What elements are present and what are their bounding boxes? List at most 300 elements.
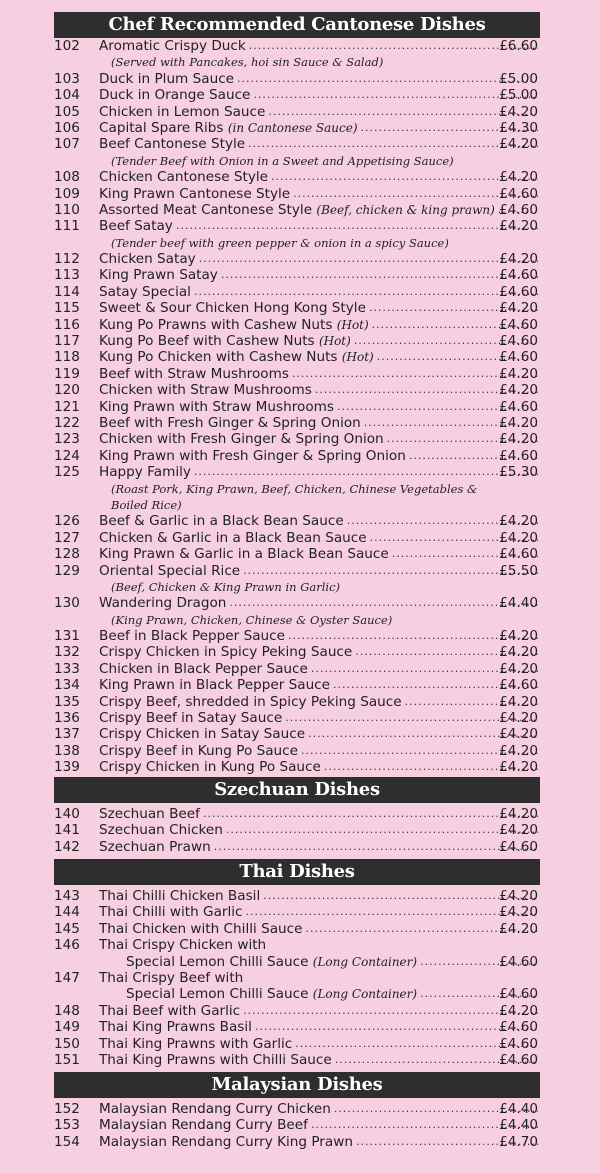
dot-leader [176, 218, 538, 234]
item-number: 112 [54, 251, 80, 268]
menu-item[interactable] [0, 743, 600, 759]
item-name [99, 104, 265, 120]
menu-item[interactable] [0, 954, 600, 970]
item-line [99, 399, 538, 415]
item-name-text: King Prawn & Garlic in a Black Bean Sauce [99, 546, 389, 563]
item-name [99, 530, 367, 546]
item-number: 126 [54, 513, 80, 530]
dot-leader [221, 267, 538, 283]
section-items [0, 1101, 600, 1150]
menu-item[interactable] [0, 595, 600, 611]
item-name-text: Thai Chilli with Garlic [99, 904, 243, 921]
item-name [99, 888, 260, 904]
item-name [99, 1019, 252, 1035]
dish-description: (Tender Beef with Onion in a Sweet and Appetising Sauce) [111, 153, 454, 168]
item-line [99, 349, 538, 365]
item-name-text: Chicken Cantonese Style [99, 169, 269, 186]
item-line [99, 1134, 538, 1150]
item-price: £4.20 [499, 251, 538, 268]
menu-item[interactable] [0, 87, 600, 103]
item-line [99, 415, 538, 431]
item-name-text: Thai King Prawns Basil [99, 1019, 252, 1036]
item-price: £4.20 [499, 660, 538, 677]
item-number: 152 [54, 1101, 80, 1117]
item-price: £4.60 [499, 953, 538, 970]
item-number: 130 [54, 595, 80, 612]
menu-section [0, 859, 600, 1068]
item-line [99, 888, 538, 904]
item-note: (Hot) [318, 334, 351, 349]
item-name [99, 399, 334, 415]
menu-item[interactable] [0, 628, 600, 644]
item-name-text: Capital Spare Ribs [99, 119, 224, 136]
item-number: 104 [54, 87, 80, 104]
item-line [99, 563, 538, 579]
item-number: 149 [54, 1019, 80, 1036]
item-line [99, 513, 538, 529]
item-name-text: Thai Crispy Beef with [99, 969, 244, 986]
item-price: £4.20 [499, 920, 538, 937]
menu-item[interactable] [0, 448, 600, 464]
item-name-text: Crispy Chicken in Kung Po Sauce [99, 759, 321, 776]
item-name [99, 251, 196, 267]
item-price: £4.70 [499, 1133, 538, 1150]
menu-item[interactable] [0, 1036, 600, 1052]
item-price: £4.20 [499, 628, 538, 645]
item-number: 150 [54, 1035, 80, 1052]
item-price: £5.30 [499, 464, 538, 481]
item-name-text: Special Lemon Chilli Sauce [126, 986, 309, 1003]
menu-item[interactable] [0, 267, 600, 283]
item-price: £4.60 [499, 677, 538, 694]
item-name-text: Thai Crispy Chicken with [99, 937, 267, 954]
menu-item[interactable] [0, 186, 600, 202]
item-name [99, 333, 351, 349]
item-name-text: Aromatic Crispy Duck [99, 38, 246, 54]
section-header: Malaysian Dishes [54, 1072, 540, 1098]
item-name-text: Oriental Special Rice [99, 562, 241, 579]
item-price: £4.20 [499, 513, 538, 530]
item-price: £4.20 [499, 888, 538, 904]
item-price: £5.50 [499, 562, 538, 579]
menu-item[interactable] [0, 284, 600, 300]
item-line [99, 661, 538, 677]
item-number: 148 [54, 1002, 80, 1019]
item-number: 137 [54, 726, 80, 743]
item-line [99, 743, 538, 759]
menu-item[interactable] [0, 464, 600, 480]
item-number: 135 [54, 693, 80, 710]
item-line [99, 317, 538, 333]
item-line [99, 726, 538, 742]
menu-item[interactable] [0, 1019, 600, 1035]
item-name [99, 1052, 332, 1068]
item-price: £4.60 [499, 986, 538, 1003]
item-price: £4.40 [499, 595, 538, 612]
item-line [99, 251, 538, 267]
item-line [99, 1117, 538, 1133]
menu-item[interactable] [0, 1003, 600, 1019]
item-price: £4.20 [499, 742, 538, 759]
item-price: £4.20 [499, 710, 538, 727]
menu-item[interactable] [0, 806, 600, 822]
item-number: 127 [54, 529, 80, 546]
dish-description: (King Prawn, Chicken, Chinese & Oyster Sauce) [111, 612, 393, 627]
item-line [99, 169, 538, 185]
item-name [99, 1003, 240, 1019]
item-line [99, 546, 538, 562]
item-line [99, 628, 538, 644]
dish-description: (Roast Pork, King Prawn, Beef, Chicken, Chinese Vegetables & [111, 481, 478, 496]
menu-item[interactable] [0, 937, 600, 953]
item-number: 106 [54, 119, 80, 136]
item-price: £4.20 [499, 218, 538, 235]
item-line [99, 87, 538, 103]
item-name-text: Beef in Black Pepper Sauce [99, 628, 285, 645]
item-name [99, 317, 369, 333]
item-price: £4.20 [499, 136, 538, 153]
item-number: 138 [54, 742, 80, 759]
menu-item[interactable] [0, 904, 600, 920]
item-name [99, 839, 211, 855]
item-name-text: Malaysian Rendang Curry Chicken [99, 1101, 331, 1117]
menu-item[interactable] [0, 169, 600, 185]
item-line [99, 1036, 538, 1052]
item-name [99, 71, 234, 87]
menu-item[interactable] [0, 921, 600, 937]
item-number: 136 [54, 710, 80, 727]
item-price: £4.60 [499, 546, 538, 563]
item-name-text: King Prawn Satay [99, 267, 218, 284]
item-number: 145 [54, 920, 80, 937]
item-price: £4.60 [499, 333, 538, 350]
item-name-text: Thai Chilli Chicken Basil [99, 888, 261, 904]
menu-item[interactable] [0, 986, 600, 1002]
item-line [99, 38, 538, 54]
menu-item[interactable] [0, 1101, 600, 1117]
item-name [99, 415, 361, 431]
item-number: 147 [54, 969, 80, 986]
item-name [99, 300, 366, 316]
item-number: 121 [54, 398, 80, 415]
item-price: £5.00 [499, 70, 538, 87]
item-name [99, 661, 308, 677]
item-number: 113 [54, 267, 80, 284]
menu-item[interactable] [0, 822, 600, 838]
item-name [99, 202, 495, 218]
dot-leader [203, 806, 538, 822]
item-name [99, 628, 285, 644]
menu-item[interactable] [0, 1117, 600, 1133]
item-name [99, 937, 266, 953]
item-name-text: King Prawn Cantonese Style [99, 185, 291, 202]
item-number: 114 [54, 283, 80, 300]
item-name [99, 120, 358, 136]
item-price: £4.60 [499, 316, 538, 333]
menu-item[interactable] [0, 104, 600, 120]
item-number: 141 [54, 822, 80, 839]
item-number: 107 [54, 136, 80, 153]
section-items [0, 38, 600, 776]
menu-item[interactable] [0, 202, 600, 218]
item-number: 132 [54, 644, 80, 661]
item-number: 139 [54, 759, 80, 776]
item-number: 122 [54, 414, 80, 431]
dish-description: (Served with Pancakes, hoi sin Sauce & Salad) [111, 55, 384, 70]
item-name-text: Thai King Prawns with Garlic [99, 1035, 293, 1052]
item-line [99, 284, 538, 300]
item-price: £4.20 [499, 414, 538, 431]
item-name-text: Thai Beef with Garlic [99, 1002, 241, 1019]
item-number: 124 [54, 447, 80, 464]
item-name-text: Crispy Beef, shredded in Spicy Peking Sauce [99, 693, 402, 710]
item-line [126, 986, 538, 1002]
menu-item[interactable] [0, 661, 600, 677]
item-name [99, 267, 218, 283]
item-line [99, 448, 538, 464]
item-name [99, 87, 250, 103]
item-name [99, 921, 303, 937]
item-number: 120 [54, 382, 80, 399]
menu-item[interactable] [0, 349, 600, 365]
item-number: 133 [54, 660, 80, 677]
item-note: (in Cantonese Sauce) [227, 120, 358, 135]
item-name-text: Satay Special [99, 283, 191, 300]
item-line [99, 120, 538, 136]
item-price: £4.60 [499, 267, 538, 284]
item-name-text: Chicken with Straw Mushrooms [99, 382, 312, 399]
item-note: (Long Container) [312, 987, 418, 1002]
menu-item[interactable] [0, 415, 600, 431]
item-note: (Beef, chicken & king prawn) [316, 202, 495, 217]
item-number: 109 [54, 185, 80, 202]
item-line [99, 530, 538, 546]
menu-item[interactable] [0, 677, 600, 693]
item-name-text: Sweet & Sour Chicken Hong Kong Style [99, 300, 366, 317]
item-name [99, 644, 352, 660]
item-name-text: Chicken in Black Pepper Sauce [99, 660, 308, 677]
item-name-text: Chicken with Fresh Ginger & Spring Onion [99, 431, 384, 448]
item-name-text: Duck in Orange Sauce [99, 87, 251, 104]
item-price: £4.60 [499, 201, 538, 218]
section-header: Chef Recommended Cantonese Dishes [54, 12, 540, 38]
item-line [99, 921, 538, 937]
item-number: 153 [54, 1117, 80, 1134]
menu-item[interactable] [0, 218, 600, 234]
menu-item[interactable] [0, 366, 600, 382]
menu-item[interactable] [0, 317, 600, 333]
item-line [99, 970, 538, 986]
item-line [99, 937, 538, 953]
item-name [99, 694, 402, 710]
item-name [99, 431, 384, 447]
item-price: £4.60 [499, 283, 538, 300]
item-name-text: Thai Chicken with Chilli Sauce [99, 920, 303, 937]
item-price: £4.20 [499, 169, 538, 186]
item-price: £4.20 [499, 382, 538, 399]
item-name [99, 759, 321, 775]
item-line [99, 267, 538, 283]
item-line [99, 71, 538, 87]
dish-description: (Beef, Chicken & King Prawn in Garlic) [111, 579, 341, 594]
item-line [99, 759, 538, 775]
item-price: £4.20 [499, 693, 538, 710]
item-note: (Hot) [341, 350, 374, 365]
item-name-text: Special Lemon Chilli Sauce [126, 953, 309, 970]
menu-item[interactable] [0, 513, 600, 529]
item-number: 134 [54, 677, 80, 694]
item-price: £4.60 [499, 1019, 538, 1036]
item-number: 142 [54, 838, 80, 855]
menu-item[interactable] [0, 399, 600, 415]
item-line [99, 1003, 538, 1019]
item-line [99, 300, 538, 316]
dot-leader [194, 464, 538, 480]
section-header: Szechuan Dishes [54, 777, 540, 803]
menu-item[interactable] [0, 431, 600, 447]
item-name-text: Beef with Fresh Ginger & Spring Onion [99, 414, 361, 431]
item-number: 108 [54, 169, 80, 186]
menu-item[interactable] [0, 251, 600, 267]
dot-leader [194, 284, 538, 300]
menu-item[interactable] [0, 38, 600, 54]
item-name [99, 1036, 292, 1052]
menu-item[interactable] [0, 333, 600, 349]
item-price: £4.30 [499, 119, 538, 136]
item-price: £4.60 [499, 447, 538, 464]
item-name [99, 464, 191, 480]
item-name [99, 38, 246, 54]
item-name-text: Malaysian Rendang Curry Beef [99, 1117, 308, 1134]
menu-item[interactable] [0, 759, 600, 775]
item-name-text: Assorted Meat Cantonese Style [99, 201, 313, 218]
item-price: £4.20 [499, 365, 538, 382]
menu-item[interactable] [0, 563, 600, 579]
dot-leader [214, 839, 538, 855]
item-name [99, 904, 243, 920]
item-line [99, 136, 538, 152]
menu-item[interactable] [0, 382, 600, 398]
item-name [99, 595, 226, 611]
item-line [99, 333, 538, 349]
item-name [99, 806, 200, 822]
item-name-text: Szechuan Prawn [99, 838, 211, 855]
item-name-text: Beef with Straw Mushrooms [99, 365, 289, 382]
menu-item[interactable] [0, 1134, 600, 1150]
item-name [99, 186, 290, 202]
item-name [99, 382, 312, 398]
item-number: 102 [54, 38, 80, 54]
item-number: 123 [54, 431, 80, 448]
menu-item[interactable] [0, 546, 600, 562]
item-line [99, 186, 538, 202]
menu-item[interactable] [0, 136, 600, 152]
menu-item[interactable] [0, 710, 600, 726]
item-line [99, 644, 538, 660]
menu-item[interactable] [0, 888, 600, 904]
item-name [126, 986, 417, 1002]
item-number: 128 [54, 546, 80, 563]
item-price: £4.60 [499, 349, 538, 366]
item-price: £4.20 [499, 300, 538, 317]
item-name [99, 743, 298, 759]
item-number: 111 [54, 218, 80, 235]
menu-item[interactable] [0, 726, 600, 742]
item-line [99, 431, 538, 447]
item-name-text: King Prawn with Straw Mushrooms [99, 398, 334, 415]
item-note: (Long Container) [312, 954, 418, 969]
item-name [99, 710, 282, 726]
item-name [99, 726, 305, 742]
menu-item[interactable] [0, 300, 600, 316]
item-price: £4.20 [499, 1002, 538, 1019]
section-items [0, 888, 600, 1068]
item-name [99, 1134, 353, 1150]
item-price: £4.20 [499, 904, 538, 921]
item-number: 116 [54, 316, 80, 333]
item-name-text: Beef & Garlic in a Black Bean Sauce [99, 513, 344, 530]
item-price: £4.40 [499, 1101, 538, 1117]
menu-item[interactable] [0, 120, 600, 136]
item-name-text: Beef Cantonese Style [99, 136, 246, 153]
item-number: 115 [54, 300, 80, 317]
menu-item[interactable] [0, 644, 600, 660]
item-line [99, 382, 538, 398]
item-line [99, 710, 538, 726]
item-number: 118 [54, 349, 80, 366]
item-price: £4.60 [499, 838, 538, 855]
item-name-text: Duck in Plum Sauce [99, 70, 235, 87]
menu-section [0, 1072, 600, 1150]
item-price: £4.20 [499, 103, 538, 120]
menu-item[interactable] [0, 694, 600, 710]
item-name [99, 448, 406, 464]
item-number: 143 [54, 888, 80, 904]
item-number: 144 [54, 904, 80, 921]
item-name-text: Wandering Dragon [99, 595, 227, 612]
item-name-text: Kung Po Chicken with Cashew Nuts [99, 349, 338, 366]
menu-item[interactable] [0, 530, 600, 546]
item-name-text: Thai King Prawns with Chilli Sauce [99, 1051, 332, 1068]
item-name [99, 366, 289, 382]
item-number: 140 [54, 806, 80, 822]
menu-item[interactable] [0, 71, 600, 87]
menu-section [0, 777, 600, 855]
item-line [99, 677, 538, 693]
item-line [99, 839, 538, 855]
item-number: 119 [54, 365, 80, 382]
item-price: £4.60 [499, 185, 538, 202]
item-number: 129 [54, 562, 80, 579]
section-header: Thai Dishes [54, 859, 540, 885]
menu-item[interactable] [0, 970, 600, 986]
menu-item[interactable] [0, 1052, 600, 1068]
item-name [99, 546, 389, 562]
item-name [99, 970, 243, 986]
item-name-text: Chicken in Lemon Sauce [99, 103, 266, 120]
item-price: £4.20 [499, 726, 538, 743]
menu-item[interactable] [0, 839, 600, 855]
item-name [99, 513, 344, 529]
item-name [99, 136, 245, 152]
item-price: £4.20 [499, 822, 538, 839]
item-price: £4.20 [499, 806, 538, 822]
item-line [99, 464, 538, 480]
item-line [99, 806, 538, 822]
item-line [99, 104, 538, 120]
item-number: 125 [54, 464, 80, 481]
item-name [99, 677, 330, 693]
